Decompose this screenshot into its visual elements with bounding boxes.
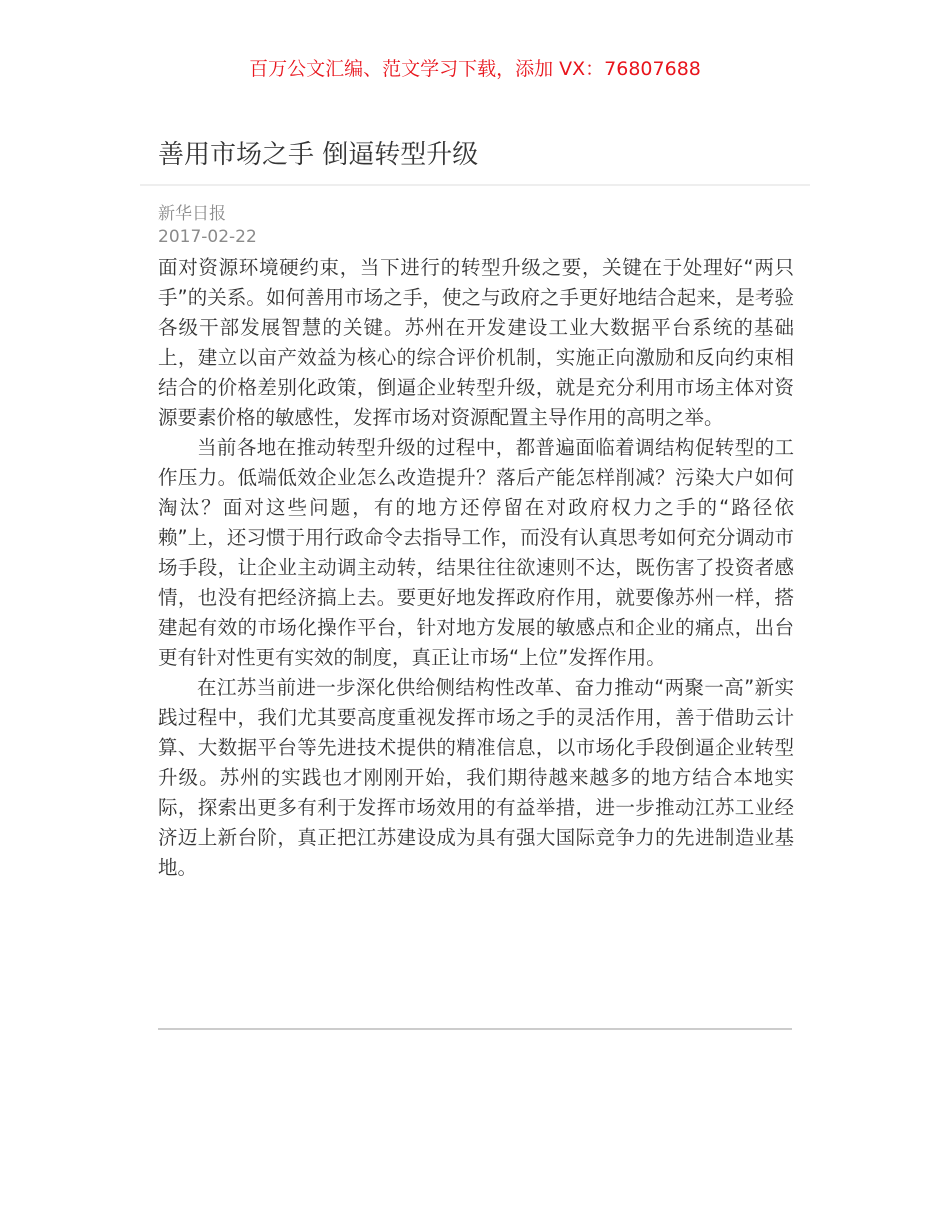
article-meta: [158, 203, 257, 249]
article-source: 新华日报: [158, 204, 226, 224]
title-divider: [140, 184, 810, 186]
footer-divider: [158, 1028, 792, 1030]
article-paragraph: 当前各地在推动转型升级的过程中，都普遍面临着调结构促转型的工作压力。低端低效企业怎么改造提升？落后产能怎样削减？污染大户如何淘汰？面对这些问题，有的地方还停留在对政府权力之手的“路径依赖”上，还习惯于用行政命令去指导工作，而没有认真思考如何充分调动市场手段，让企业主动调主动转，结果往往欲速则不达，既伤害了投资者感情，也没有把经济搞上去。要更好地发挥政府作用，就要像苏州一样，搭建起有效的市场化操作平台，针对地方发展的敏感点和企业的痛点，出台更有针对性更有实效的制度，真正让市场“上位”发挥作用。: [158, 436, 794, 669]
article-paragraph: 在江苏当前进一步深化供给侧结构性改革、奋力推动“两聚一高”新实践过程中，我们尤其要高度重视发挥市场之手的灵活作用，善于借助云计算、大数据平台等先进技术提供的精准信息，以市场化手段倒逼企业转型升级。苏州的实践也才刚刚开始，我们期待越来越多的地方结合本地实际，探索出更多有利于发挥市场效用的有益举措，进一步推动江苏工业经济迈上新台阶，真正把江苏建设成为具有强大国际竞争力的先进制造业基地。: [158, 676, 794, 879]
article-paragraph: 面对资源环境硬约束，当下进行的转型升级之要，关键在于处理好“两只手”的关系。如何善用市场之手，使之与政府之手更好地结合起来，是考验各级干部发展智慧的关键。苏州在开发建设工业大数据平台系统的基础上，建立以亩产效益为核心的综合评价机制，实施正向激励和反向约束相结合的价格差别化政策，倒逼企业转型升级，就是充分利用市场主体对资源要素价格的敏感性，发挥市场对资源配置主导作用的高明之举。: [158, 256, 794, 429]
article-date: 2017-02-22: [158, 227, 257, 247]
article-title: 善用市场之手 倒逼转型升级: [158, 140, 479, 170]
watermark-banner: 百万公文汇编、范文学习下载，添加 VX：76807688: [249, 58, 701, 80]
article-body: [158, 253, 794, 883]
